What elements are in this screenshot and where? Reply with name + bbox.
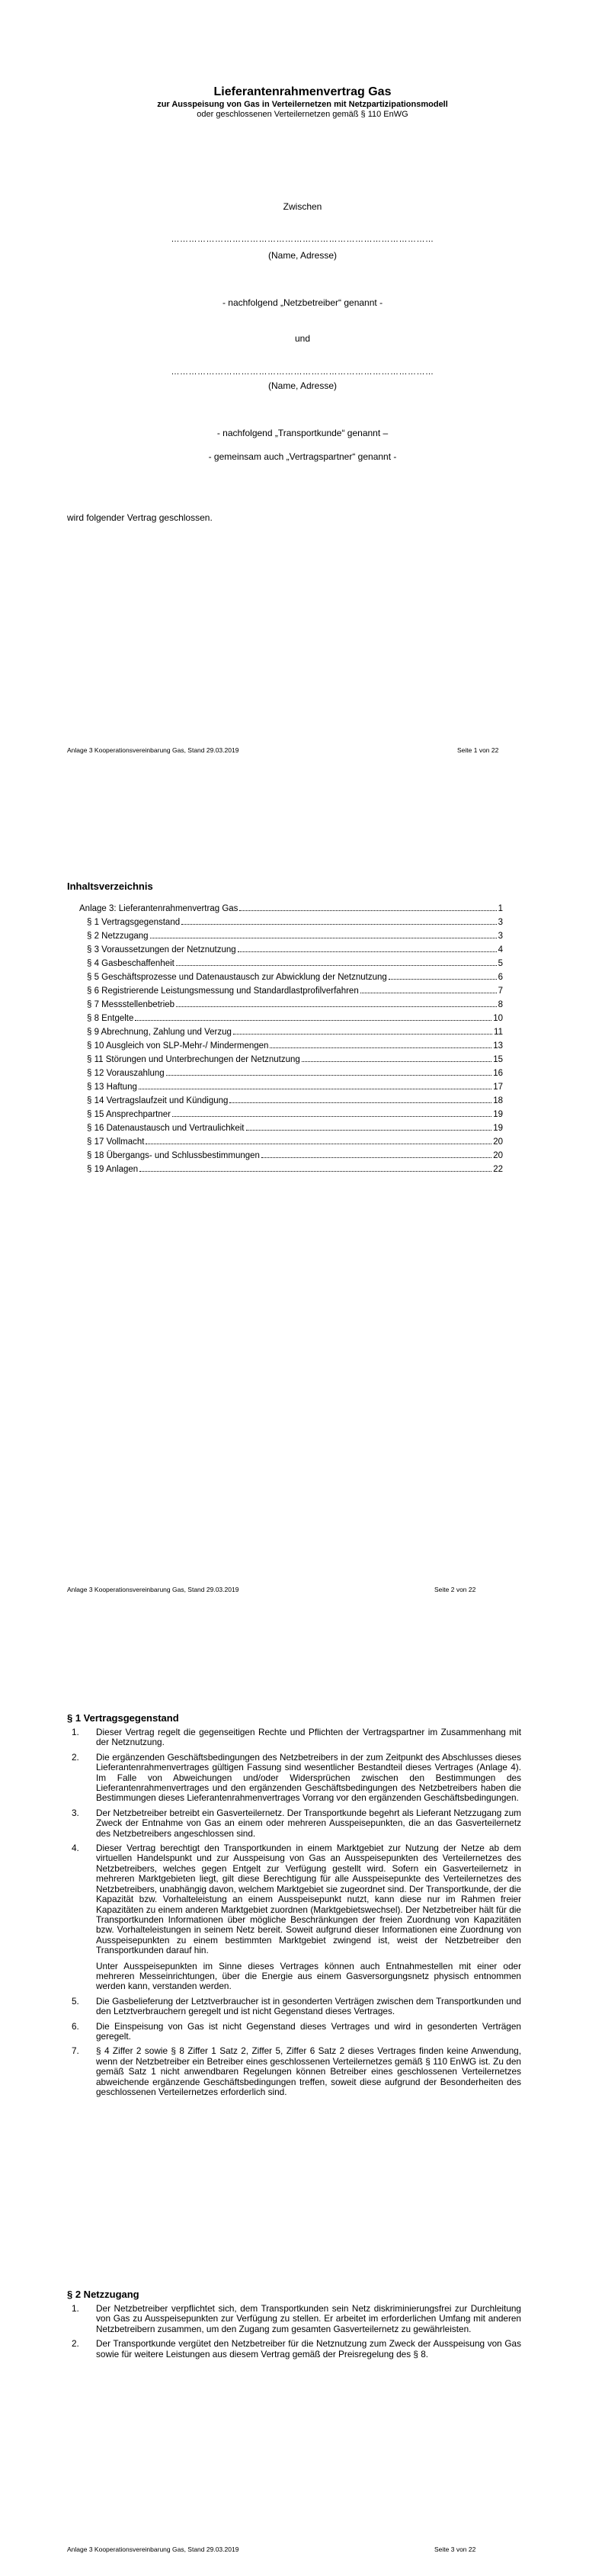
toc-entry-label: § 1 Vertragsgegenstand [87,918,181,927]
toc-entry-page: 16 [493,1069,503,1078]
toc-entry-page: 3 [498,918,503,927]
party1-role: - nachfolgend „Netzbetreiber“ genannt - [222,297,383,308]
toc-entry[interactable] [79,1150,503,1164]
toc-entry-page: 19 [493,1110,503,1119]
list-item-body [96,2339,521,2359]
list-item-body [96,1727,521,1748]
toc-entry-label: § 17 Vollmacht [87,1137,145,1147]
toc-entry-label: § 6 Registrierende Leistungsmessung und Standardlastprofilverfahren [87,986,359,996]
list-item [69,1753,521,1804]
contract-subtitle: zur Ausspeisung von Gas in Verteilernetzen mit Netzpartizipationsmodell [157,100,448,109]
party2-blank: ……………………………………………………………………………… [171,367,434,377]
toc-entry-label: Anlage 3: Lieferantenrahmenvertrag Gas [79,904,238,913]
section-1-heading: § 1 Vertragsgegenstand [67,1712,179,1724]
toc-entry-label: § 19 Anlagen [87,1165,139,1174]
toc-entry-label: § 7 Messstellenbetrieb [87,1000,175,1009]
contract-title: Lieferantenrahmenvertrag Gas [213,85,392,98]
toc-dot-leader [302,1054,491,1062]
footer-left: Anlage 3 Kooperationsvereinbarung Gas, Stand 29.03.2019 [67,1586,239,1593]
toc-dot-leader [139,1164,491,1172]
list-item [69,2022,521,2042]
toc-entry-page: 19 [493,1124,503,1133]
toc-entry[interactable] [79,1123,503,1137]
footer-page-number: Seite 1 von 22 [457,746,499,754]
toc-entry[interactable] [79,1054,503,1068]
toc-entry[interactable] [79,1109,503,1123]
list-item-body [96,2022,521,2042]
list-item-number: 2. [72,2338,79,2350]
toc-dot-leader [139,1082,491,1089]
list-item-body [96,1808,521,1839]
toc-entry-page: 3 [498,932,503,941]
list-item-body [96,1753,521,1804]
footer-page-number: Seite 2 von 22 [434,1586,476,1593]
toc-entry[interactable] [79,903,503,917]
toc-entry-label: § 12 Vorauszahlung [87,1069,165,1078]
toc-title: Inhaltsverzeichnis [67,881,153,892]
list-item-number: 7. [72,2045,79,2057]
toc-entry-page: 6 [498,973,503,982]
list-item-body [96,2046,521,2097]
page-2 [0,856,605,1712]
list-item-number: 1. [72,2303,79,2314]
toc-entry-label: § 11 Störungen und Unterbrechungen der Netznutzung [87,1055,300,1064]
toc-entry-page: 8 [498,1000,503,1009]
toc-dot-leader [229,1096,491,1103]
parties-joint-role: - gemeinsam auch „Vertragspartner“ genannt - [208,451,397,462]
toc-entry-label: § 2 Netzzugang [87,932,149,941]
toc-entry-label: § 3 Voraussetzungen der Netznutzung [87,945,236,954]
toc-entry-page: 1 [498,904,503,913]
footer-page-number: Seite 3 von 22 [434,2546,476,2553]
toc-entry-page: 10 [493,1014,503,1023]
party1-blank: ……………………………………………………………………………… [171,235,434,244]
toc-dot-leader [246,1123,492,1131]
toc-dot-leader [176,958,497,966]
toc-entry[interactable] [79,931,503,945]
contract-concluded-text: wird folgender Vertrag geschlossen. [67,512,213,523]
list-item [69,2304,521,2334]
toc-entry[interactable] [79,1082,503,1096]
toc-entry[interactable] [79,1013,503,1027]
list-item-number: 1. [72,1727,79,1737]
toc-entry-page: 5 [498,959,503,968]
toc-entry-page: 15 [493,1055,503,1064]
paragraph: § 4 Ziffer 2 sowie § 8 Ziffer 1 Satz 2, Ziffer 5, Ziffer 6 Satz 2 dieses Vertrages finden keine Anwendung, wenn der Netzbetreiber ein Betreiber eines geschlossenen Verteilernetzes gemäß § 110 EnWG ist. Zu den gemäß Satz 1 nicht anwendbaren Regelungen können Betreiber eines geschlossenen Verteilernetzes abweichende ergänzende Geschäftsbedingungen treffen, soweit diese aufgrund der Besonderheiten des geschlossenen Verteilernetzes erforderlich sind. [96,2045,521,2097]
toc-dot-leader [135,1013,491,1021]
table-of-contents [79,903,503,1178]
list-item-number: 4. [72,1843,79,1854]
toc-entry-label: § 10 Ausgleich von SLP-Mehr-/ Mindermengen [87,1041,269,1051]
toc-dot-leader [166,1068,492,1076]
paragraph: Dieser Vertrag regelt die gegenseitigen Rechte und Pflichten der Vertragspartner im Zusammenhang mit der Netznutzung. [96,1727,521,1748]
paragraph: Die Gasbelieferung der Letztverbraucher ist in gesonderten Verträgen zwischen dem Transportkunden und den Letztverbrauchern geregelt und ist nicht Gegenstand dieses Vertrages. [96,1995,521,2017]
list-item [69,1843,521,1992]
toc-entry-page: 20 [493,1137,503,1147]
paragraph: Die Einspeisung von Gas ist nicht Gegenstand dieses Vertrages und wird in gesonderten Verträgen geregelt. [96,2020,521,2042]
toc-entry-label: § 16 Datenaustausch und Vertraulichkeit [87,1124,245,1133]
paragraph: Dieser Vertrag berechtigt den Transportkunden in einem Marktgebiet zur Nutzung der Netze ab dem virtuellen Handelspunkt und zur Ausspeisung von Gas an Ausspeisepunkten des Verteilernetzes des Netzbetreibers, welches gegen Entgelt zur Verfügung gestellt wird. Sofern ein Gasverteilernetz in mehreren Marktgebieten liegt, gilt diese Berechtigung für alle Ausspeisepunkte des Verteilernetzes des Netzbetreibers, unabhängig davon, welchem Marktgebiet sie zugeordnet sind. Der Transportkunde, der die Kapazität bzw. Vorhalteleistung an einem Ausspeisepunkt nutzt, kann diese nur im Rahmen freier Kapazitäten zu einem anderen Marktgebiet zuordnen (Marktgebietswechsel). Der Netzbetreiber hält für die Transportkunden Informationen über mögliche Beschränkungen der freien Zuordnung von Kapazitäten bzw. Vorhalteleistungen in seinem Netz bereit. Soweit aufgrund dieser Informationen eine Zuordnung von Ausspeisepunkten zu einem bestimmten Marktgebiet zwingend ist, weist der Netzbetreiber den Transportkunden darauf hin. [96,1843,521,1956]
list-item-number: 3. [72,1807,79,1818]
toc-dot-leader [261,1150,491,1158]
toc-dot-leader [238,945,497,952]
between-label: Zwischen [283,201,322,212]
and-label: und [294,333,311,344]
list-item-body [96,1997,521,2017]
paragraph: Die ergänzenden Geschäftsbedingungen des Netzbetreibers in der zum Zeitpunkt des Abschlusses dieses Lieferantenrahmenvertrages gültigen Fassung sind wesentlicher Bestandteil dieses Vertrages (Anlage 4). Im Falle von Abweichungen und/oder Widersprüchen zwischen den Bestimmungen des Lieferantenrahmenvertrages und den ergänzenden Geschäftsbedingungen des Netzbetreibers haben die Bestimmungen dieses Lieferantenrahmenvertrages Vorrang vor den ergänzenden Geschäftsbedingungen. [96,1751,521,1804]
section-2-items [69,2304,521,2364]
footer-left: Anlage 3 Kooperationsvereinbarung Gas, Stand 29.03.2019 [67,2546,239,2553]
toc-entry[interactable] [79,1137,503,1150]
toc-entry-label: § 4 Gasbeschaffenheit [87,959,174,968]
list-item-number: 6. [72,2020,79,2032]
contract-subtitle-2: oder geschlossenen Verteilernetzen gemäß § 110 EnWG [197,110,408,119]
list-item [69,1997,521,2017]
toc-entry-label: § 15 Ansprechpartner [87,1110,171,1119]
list-item [69,1808,521,1839]
toc-entry[interactable] [79,1041,503,1054]
toc-entry-page: 11 [494,1028,503,1037]
toc-entry-page: 20 [493,1151,503,1160]
toc-dot-leader [270,1041,491,1048]
toc-entry[interactable] [79,958,503,972]
toc-entry-label: § 13 Haftung [87,1083,137,1092]
toc-entry-page: 17 [493,1083,503,1092]
section-2-heading: § 2 Netzzugang [67,2289,139,2300]
page-3 [0,1712,605,2568]
toc-dot-leader [233,1027,492,1035]
toc-entry-page: 7 [498,986,503,996]
list-item-number: 2. [72,1751,79,1763]
toc-entry[interactable] [79,1164,503,1178]
toc-entry-label: § 5 Geschäftsprozesse und Datenaustausch zur Abwicklung der Netznutzung [87,973,387,982]
toc-entry[interactable] [79,1027,503,1041]
toc-dot-leader [389,972,497,980]
toc-entry[interactable] [79,1096,503,1109]
toc-entry[interactable] [79,1068,503,1082]
toc-entry-page: 4 [498,945,503,954]
party1-name-label: (Name, Adresse) [267,250,338,261]
list-item-body [96,1843,521,1992]
toc-entry-label: § 9 Abrechnung, Zahlung und Verzug [87,1028,232,1037]
paragraph: Der Netzbetreiber betreibt ein Gasverteilernetz. Der Transportkunde begehrt als Lieferant Netzzugang zum Zweck der Entnahme von Gas an einem oder mehreren Ausspeisepunkten, die an das Gasverteilernetz des Netzbetreibers angeschlossen sind. [96,1807,521,1839]
paragraph: Unter Ausspeisepunkten im Sinne dieses Vertrages können auch Entnahmestellen mit einer oder mehreren Messeinrichtungen, über die Energie aus einem Gasversorgungsnetz physisch entnommen werden kann, verstanden werden. [96,1960,521,1992]
paragraph: Der Netzbetreiber verpflichtet sich, dem Transportkunden sein Netz diskriminierungsfrei zur Durchleitung von Gas zu Ausspeisepunkten zur Verfügung zu stellen. Er arbeitet im erforderlichen Umfang mit anderen Netzbetreibern zusammen, um den Zugang zum gesamten Gasverteilernetz zu gewährleisten. [96,2303,521,2334]
toc-entry-label: § 8 Entgelte [87,1014,134,1023]
toc-dot-leader [181,917,496,925]
list-item-number: 5. [72,1995,79,2007]
page-1 [0,0,605,856]
party2-role: - nachfolgend „Transportkunde“ genannt – [216,428,389,438]
toc-entry-page: 18 [493,1096,503,1105]
toc-entry-page: 22 [493,1165,503,1174]
toc-dot-leader [172,1109,491,1117]
toc-dot-leader [150,931,497,938]
list-item [69,1727,521,1748]
footer-left: Anlage 3 Kooperationsvereinbarung Gas, Stand 29.03.2019 [67,746,239,754]
toc-dot-leader [239,903,496,911]
list-item [69,2339,521,2359]
list-item [69,2046,521,2097]
toc-dot-leader [360,986,497,993]
toc-dot-leader [146,1137,491,1144]
toc-entry[interactable] [79,986,503,999]
toc-entry[interactable] [79,972,503,986]
toc-entry-label: § 14 Vertragslaufzeit und Kündigung [87,1096,229,1105]
list-item-body [96,2304,521,2334]
section-1-items [69,1727,521,2102]
toc-dot-leader [176,999,497,1007]
toc-entry-label: § 18 Übergangs- und Schlussbestimmungen [87,1151,260,1160]
toc-entry[interactable] [79,945,503,958]
paragraph: Der Transportkunde vergütet den Netzbetreiber für die Netznutzung zum Zweck der Ausspeisung von Gas sowie für weitere Leistungen aus diesem Vertrag gemäß der Preisregelung des § 8. [96,2338,521,2359]
toc-entry[interactable] [79,917,503,931]
toc-entry[interactable] [79,999,503,1013]
party2-name-label: (Name, Adresse) [267,380,338,391]
toc-entry-page: 13 [493,1041,503,1051]
